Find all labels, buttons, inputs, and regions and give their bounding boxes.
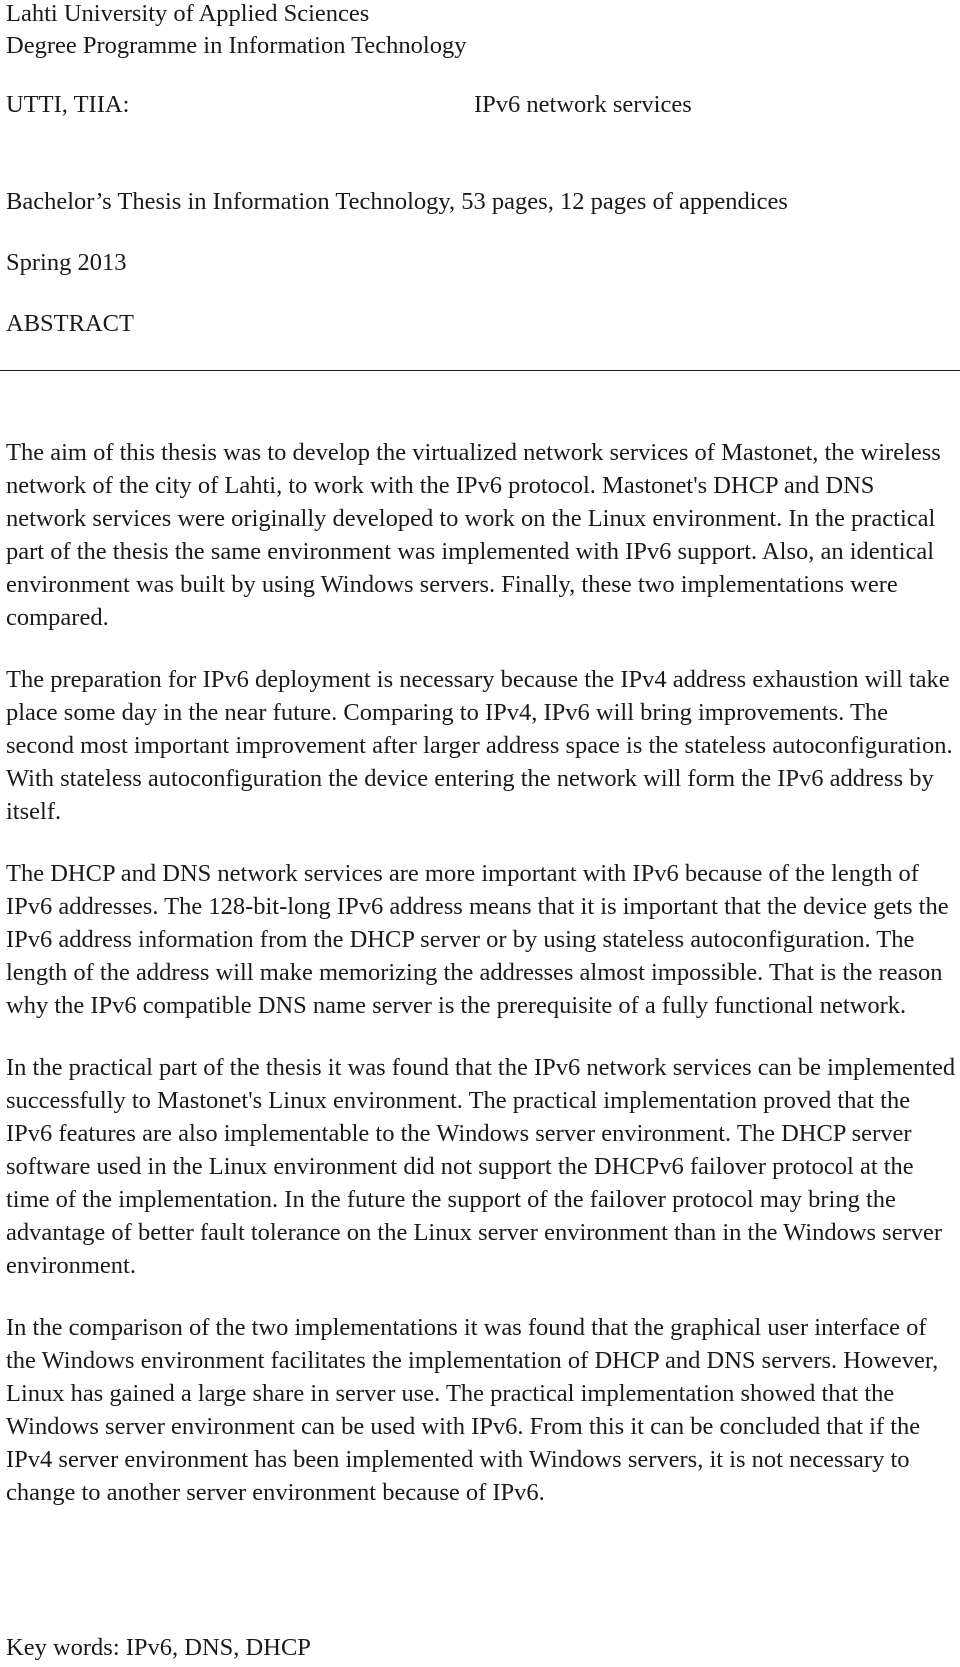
abstract-paragraph-4: In the practical part of the thesis it was found that the IPv6 network services can be implemented successfully to Mastonet's Linux environment. The practical implementation proved that the IPv6 features are also implementable to the Windows server environment. The DHCP server software used in the Linux environment did not support the DHCPv6 failover protocol at the time of the implementation. In the future the support of the failover protocol may bring the advantage of better fault tolerance on the Linux server environment than in the Windows server environment. [6, 1054, 956, 1279]
section-title: ABSTRACT [6, 310, 134, 337]
abstract-paragraph-2: The preparation for IPv6 deployment is necessary because the IPv4 address exhaustion will take place some day in the near future. Comparing to IPv4, IPv6 will bring improvements. The second most important improvement after larger address space is the stateless autoconfiguration. With stateless autoconfiguration the device entering the network will form the IPv6 address by itself. [6, 666, 953, 825]
degree-programme: Degree Programme in Information Technology [6, 32, 467, 59]
abstract-paragraph-1: The aim of this thesis was to develop the virtualized network services of Mastonet, the wireless network of the city of Lahti, to work with the IPv6 protocol. Mastonet's DHCP and DNS network services were originally developed to work on the Linux environment. In the practical part of the thesis the same environment was implemented with IPv6 support. Also, an identical environment was built by using Windows servers. Finally, these two implementations were compared. [6, 439, 941, 631]
term: Spring 2013 [6, 249, 127, 276]
author-names: UTTI, TIIA: [6, 91, 130, 118]
keywords: Key words: IPv6, DNS, DHCP [6, 1634, 311, 1661]
university-name: Lahti University of Applied Sciences [6, 0, 370, 27]
abstract-body [6, 436, 956, 1509]
abstract-paragraph-5: In the comparison of the two implementations it was found that the graphical user interface of the Windows environment facilitates the implementation of DHCP and DNS servers. However, Linux has gained a large share in server use. The practical implementation showed that the Windows server environment can be used with IPv6. From this it can be concluded that if the IPv4 server environment has been implemented with Windows servers, it is not necessary to change to another server environment because of IPv6. [6, 1314, 939, 1506]
thesis-title: IPv6 network services [474, 91, 692, 118]
thesis-info: Bachelor’s Thesis in Information Technology, 53 pages, 12 pages of appendices [6, 188, 788, 215]
abstract-paragraph-3: The DHCP and DNS network services are more important with IPv6 because of the length of IPv6 addresses. The 128-bit-long IPv6 address means that it is important that the device gets the IPv6 address information from the DHCP server or by using stateless autoconfiguration. The length of the address will make memorizing the addresses almost impossible. That is the reason why the IPv6 compatible DNS name server is the prerequisite of a fully functional network. [6, 860, 949, 1019]
header-divider [0, 370, 960, 371]
